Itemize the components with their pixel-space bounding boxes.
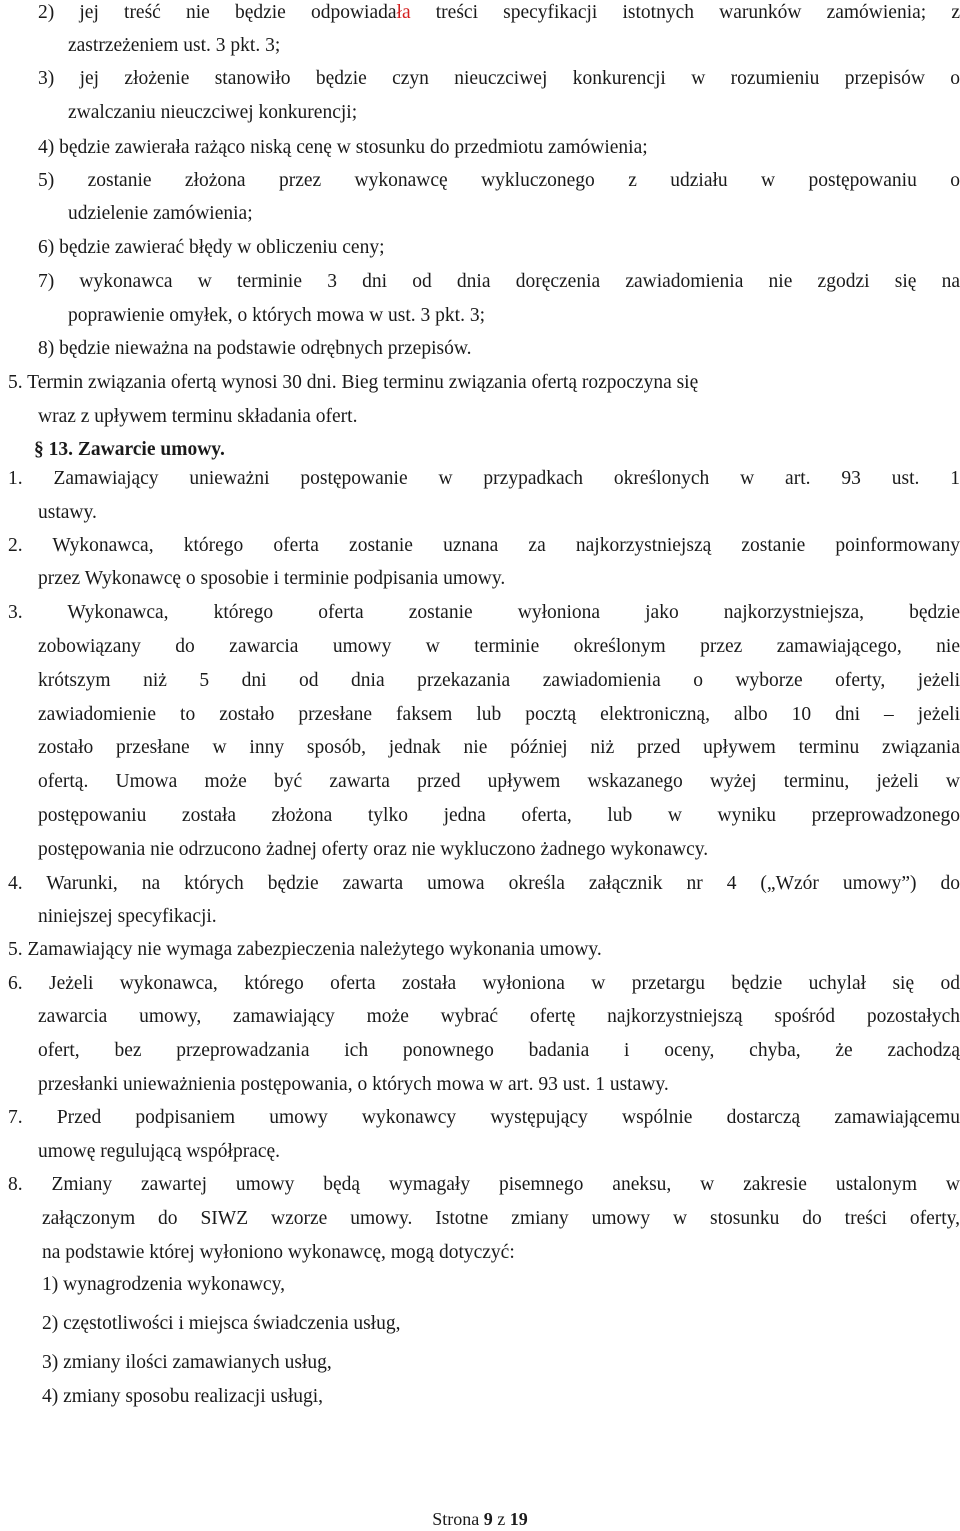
text-line: na podstawie której wyłoniono wykonawcę, mogą dotyczyć: (42, 1242, 515, 1263)
text-line: wraz z upływem terminu składania ofert. (38, 406, 358, 427)
text-line: 4. Warunki, na których będzie zawarta umowa określa załącznik nr 4 („Wzór umowy”) do (8, 873, 960, 894)
text-line: 8) będzie nieważna na podstawie odrębnych przepisów. (38, 338, 472, 359)
text-line: 8. Zmiany zawartej umowy będą wymagały pisemnego aneksu, w zakresie ustalonym w (8, 1174, 960, 1195)
text-line: 3) jej złożenie stanowiło będzie czyn nieuczciwej konkurencji w rozumieniu przepisów o (38, 68, 960, 89)
text-line: 6) będzie zawierać błędy w obliczeniu ceny; (38, 237, 385, 258)
text-line: przesłanki unieważnienia postępowania, o których mowa w art. 93 ust. 1 ustawy. (38, 1074, 669, 1095)
text-line: 5) zostanie złożona przez wykonawcę wykluczonego z udziału w postępowaniu o (38, 170, 960, 191)
text-line: niniejszej specyfikacji. (38, 906, 217, 927)
text-line: postępowania nie odrzucono żadnej oferty oraz nie wykluczono żadnego wykonawcy. (38, 839, 709, 860)
list-item: 3) zmiany ilości zamawianych usług, (42, 1352, 332, 1373)
text-line: zobowiązany do zawarcia umowy w terminie określonym przez zamawiającego, nie (38, 636, 960, 657)
page-footer (0, 1507, 960, 1531)
text-line: załączonym do SIWZ wzorze umowy. Istotne zmiany umowy w stosunku do treści oferty, (42, 1208, 960, 1229)
text-line: 5. Termin związania ofertą wynosi 30 dni. Bieg terminu związania ofertą rozpoczyna się (8, 372, 699, 393)
text-line: ofertą. Umowa może być zawarta przed upływem wskazanego wyżej terminu, jeżeli w (38, 771, 960, 792)
list-item: 4) zmiany sposobu realizacji usługi, (42, 1386, 324, 1407)
text-line: 1. Zamawiający unieważni postępowanie w przypadkach określonych w art. 93 ust. 1 (8, 468, 960, 489)
text-line: 2. Wykonawca, którego oferta zostanie uznana za najkorzystniejszą zostanie poinformowany (8, 535, 960, 556)
text-line: 5. Zamawiający nie wymaga zabezpieczenia należytego wykonania umowy. (8, 939, 602, 960)
text-line: 7. Przed podpisaniem umowy wykonawcy występujący wspólnie dostarczą zamawiającemu (8, 1107, 960, 1128)
text-line: 7) wykonawca w terminie 3 dni od dnia doręczenia zawiadomienia nie zgodzi się na (38, 271, 960, 292)
text-line: postępowaniu została złożona tylko jedna oferta, lub w wyniku przeprowadzonego (38, 805, 960, 826)
text-line: umowę regulującą współpracę. (38, 1141, 281, 1162)
text-line: poprawienie omyłek, o których mowa w ust. 3 pkt. 3; (68, 305, 486, 326)
list-item: 2) częstotliwości i miejsca świadczenia usług, (42, 1313, 401, 1334)
text-line: przez Wykonawcę o sposobie i terminie podpisania umowy. (38, 568, 506, 589)
page-total: 19 (509, 1509, 528, 1529)
section-heading: § 13. Zawarcie umowy. (34, 439, 225, 460)
page-number: 9 (483, 1509, 493, 1529)
text-line: zastrzeżeniem ust. 3 pkt. 3; (68, 35, 281, 56)
text-line: 2) jej treść nie będzie odpowiadała treści specyfikacji istotnych warunków zamówienia; z (38, 2, 960, 23)
text-line: krótszym niż 5 dni od dnia przekazania zawiadomienia o wyborze oferty, jeżeli (38, 670, 960, 691)
text-line: zawarcia umowy, zamawiający może wybrać ofertę najkorzystniejszą spośród pozostałych (38, 1006, 960, 1027)
footer-label: Strona (432, 1509, 484, 1529)
text-line: 4) będzie zawierała rażąco niską cenę w stosunku do przedmiotu zamówienia; (38, 137, 648, 158)
text-line: 6. Jeżeli wykonawca, którego oferta została wyłoniona w przetargu będzie uchylał się od (8, 973, 960, 994)
text-line: zostało przesłane w inny sposób, jednak nie później niż przed upływem terminu związania (38, 737, 960, 758)
footer-separator: z (492, 1509, 510, 1529)
text-line: zawiadomienie to zostało przesłane faksem lub pocztą elektroniczną, albo 10 dni – jeżeli (38, 704, 960, 725)
text-line: udzielenie zamówienia; (68, 203, 253, 224)
text-line: 3. Wykonawca, którego oferta zostanie wyłoniona jako najkorzystniejsza, będzie (8, 602, 960, 623)
text-line: ofert, bez przeprowadzania ich ponownego badania i oceny, chyba, że zachodzą (38, 1040, 960, 1061)
text-line: zwalczaniu nieuczciwej konkurencji; (68, 102, 358, 123)
text-line: ustawy. (38, 502, 97, 523)
list-item: 1) wynagrodzenia wykonawcy, (42, 1274, 285, 1295)
